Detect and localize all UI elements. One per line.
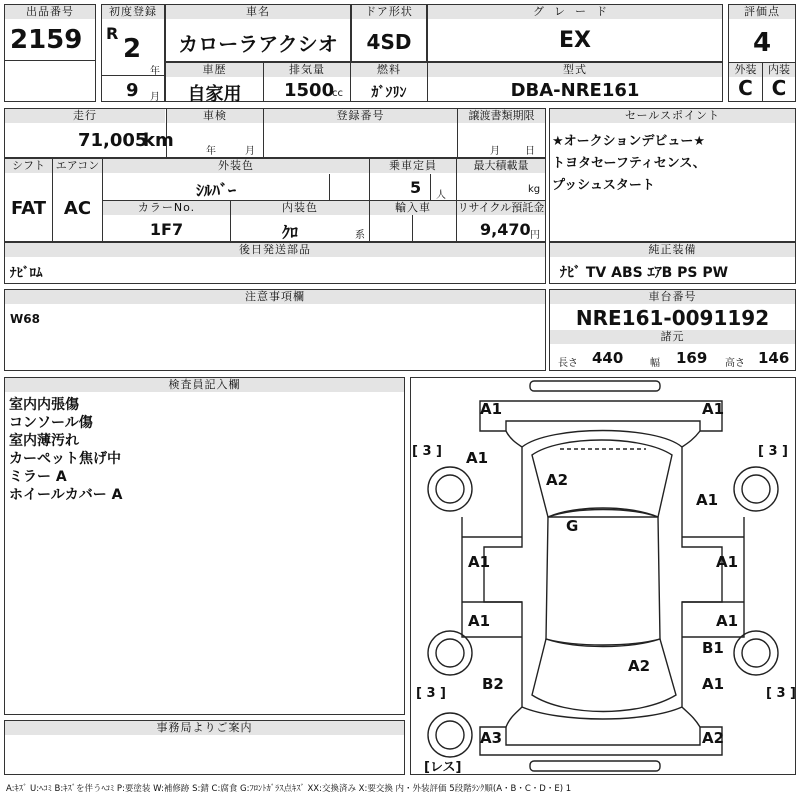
- car-outline: [462, 381, 744, 771]
- chassis-label: 車台番号: [550, 290, 795, 304]
- damage-mark: B1: [702, 639, 724, 657]
- displacement: 1500: [284, 80, 335, 101]
- model: DBA-NRE161: [510, 80, 640, 101]
- car-name-label: 車名: [166, 5, 350, 19]
- capacity-unit: 人: [436, 190, 446, 201]
- shift: FAT: [10, 198, 47, 219]
- interior-color-label: 内装色: [231, 201, 369, 215]
- length-label: 長さ: [558, 358, 578, 369]
- interior-color-unit: 系: [355, 230, 365, 241]
- damage-mark: A1: [466, 449, 489, 467]
- sales-line-2: トヨタセーフティセンス、: [552, 156, 706, 171]
- era: R: [106, 24, 119, 43]
- reg-year: 2: [123, 34, 142, 64]
- damage-mark: A3: [480, 729, 503, 747]
- tire-tread-mark: [ 3 ]: [412, 444, 442, 459]
- car-name: カローラアクシオ: [178, 32, 338, 56]
- fuel-label: 燃料: [351, 63, 427, 77]
- lot-number: 2159: [10, 25, 83, 55]
- specs-label: 諸元: [550, 330, 795, 344]
- reg-year-unit: 年: [150, 66, 160, 77]
- reg-month: 9: [126, 80, 139, 101]
- inspection-label: 車検: [167, 109, 263, 123]
- transfer-day-unit: 日: [525, 146, 535, 157]
- mileage: 71,005: [78, 130, 148, 151]
- height-label: 高さ: [725, 358, 745, 369]
- ac: AC: [63, 198, 92, 219]
- damage-mark: G: [566, 517, 579, 535]
- tire-tread-mark: [ 3 ]: [416, 686, 446, 701]
- reg-month-unit: 月: [150, 92, 160, 103]
- inspector-label: 検査員記入欄: [5, 378, 404, 392]
- inspection-year-unit: 年: [206, 146, 216, 157]
- shift-label: シフト: [5, 159, 52, 173]
- door-type: 4SD: [366, 30, 412, 54]
- inspector-line-5: ミラー A: [9, 469, 67, 485]
- reg-number-label: 登録番号: [264, 109, 457, 123]
- damage-mark: A1: [480, 400, 503, 418]
- width: 169: [676, 349, 708, 367]
- mileage-label: 走行: [5, 109, 165, 123]
- damage-mark: A1: [702, 400, 725, 418]
- model-label: 型式: [428, 63, 722, 77]
- tire-tread-mark: [ 3 ]: [758, 444, 788, 459]
- recycle-unit: 円: [530, 230, 540, 241]
- first-reg-label: 初度登録: [102, 5, 164, 19]
- equipment-label: 純正装備: [550, 243, 795, 257]
- int-grade: C: [771, 76, 787, 100]
- notes: W68: [10, 312, 40, 326]
- sales-label: セールスポイント: [550, 109, 795, 123]
- history-label: 車歴: [166, 63, 263, 77]
- damage-mark: A2: [546, 471, 569, 489]
- recycle-label: リサイクル預託金: [457, 201, 545, 214]
- inspector-line-4: カーペット焦げ中: [9, 451, 121, 467]
- capacity: 5: [410, 178, 422, 197]
- inspector-line-2: コンソール傷: [9, 415, 93, 431]
- score: 4: [752, 28, 772, 58]
- car-diagram: [410, 377, 796, 775]
- load-unit: kg: [528, 184, 541, 195]
- displacement-unit: cc: [332, 88, 343, 99]
- width-label: 幅: [650, 358, 660, 369]
- inspector-line-1: 室内内張傷: [9, 397, 79, 413]
- legend: A:ｷｽﾞ U:ﾍｺﾐ B:ｷｽﾞを伴うﾍｺﾐ P:要塗装 W:補修跡 S:錆 C:腐食 G:ﾌﾛﾝﾄｶﾞﾗｽ点ｷｽﾞ XX:交換済み X:要交換 内・外装評価 5段階ﾗﾝｸ順(A・B・C・D・E) 1: [6, 784, 572, 794]
- color-no: 1F7: [149, 220, 184, 239]
- damage-mark: A2: [628, 657, 651, 675]
- transfer-month-unit: 月: [490, 146, 500, 157]
- later-parts: ﾅﾋﾞﾛﾑ: [10, 266, 43, 281]
- damage-mark: A1: [696, 491, 719, 509]
- interior-color: ｸﾛ: [281, 223, 298, 242]
- grade-label: グレード: [428, 5, 722, 19]
- damage-mark: A2: [702, 729, 725, 747]
- int-label: 内装: [763, 63, 795, 77]
- score-label: 評価点: [729, 5, 795, 19]
- inspection-month-unit: 月: [245, 146, 255, 157]
- color-no-label: カラーNo.: [103, 201, 230, 215]
- tire-tread-mark: [レス]: [424, 760, 462, 775]
- later-parts-label: 後日発送部品: [5, 243, 545, 257]
- height: 146: [758, 349, 790, 367]
- ext-label: 外装: [729, 63, 762, 77]
- color-label: 外装色: [103, 159, 369, 173]
- recycle-fee: 9,470: [480, 220, 531, 239]
- sales-line-1: ★オークションデビュー★: [552, 134, 706, 149]
- damage-mark: B2: [482, 675, 504, 693]
- tire-tread-mark: [ 3 ]: [766, 686, 796, 701]
- notes-label: 注意事項欄: [5, 290, 545, 304]
- equipment: ﾅﾋﾞ TV ABS ｴｱB PS PW: [560, 265, 729, 281]
- displacement-label: 排気量: [264, 63, 350, 77]
- lot-label: 出品番号: [5, 5, 95, 19]
- capacity-label: 乗車定員: [370, 159, 456, 173]
- damage-mark: A1: [716, 612, 739, 630]
- chassis-number: NRE161-0091192: [575, 306, 770, 330]
- mileage-unit: km: [143, 130, 174, 151]
- ac-label: エアコン: [53, 159, 102, 173]
- damage-mark: A1: [468, 612, 491, 630]
- ext-grade: C: [738, 76, 753, 100]
- inspector-line-3: 室内薄汚れ: [9, 433, 79, 449]
- exterior-color: ｼﾙﾊﾞｰ: [195, 181, 236, 200]
- office-label: 事務局よりご案内: [5, 721, 404, 735]
- transfer-label: 譲渡書類期限: [458, 109, 545, 123]
- damage-mark: A1: [716, 553, 739, 571]
- door-label: ドア形状: [352, 5, 426, 19]
- damage-mark: A1: [702, 675, 725, 693]
- damage-mark: A1: [468, 553, 491, 571]
- sales-line-3: プッシュスタート: [552, 178, 655, 193]
- load-label: 最大積載量: [457, 159, 545, 173]
- history: 自家用: [187, 84, 242, 105]
- length: 440: [592, 349, 624, 367]
- grade: EX: [559, 28, 591, 53]
- import-label: 輸入車: [370, 201, 456, 215]
- inspector-line-6: ホイールカバー A: [9, 487, 123, 503]
- fuel: ｶﾞｿﾘﾝ: [371, 85, 407, 101]
